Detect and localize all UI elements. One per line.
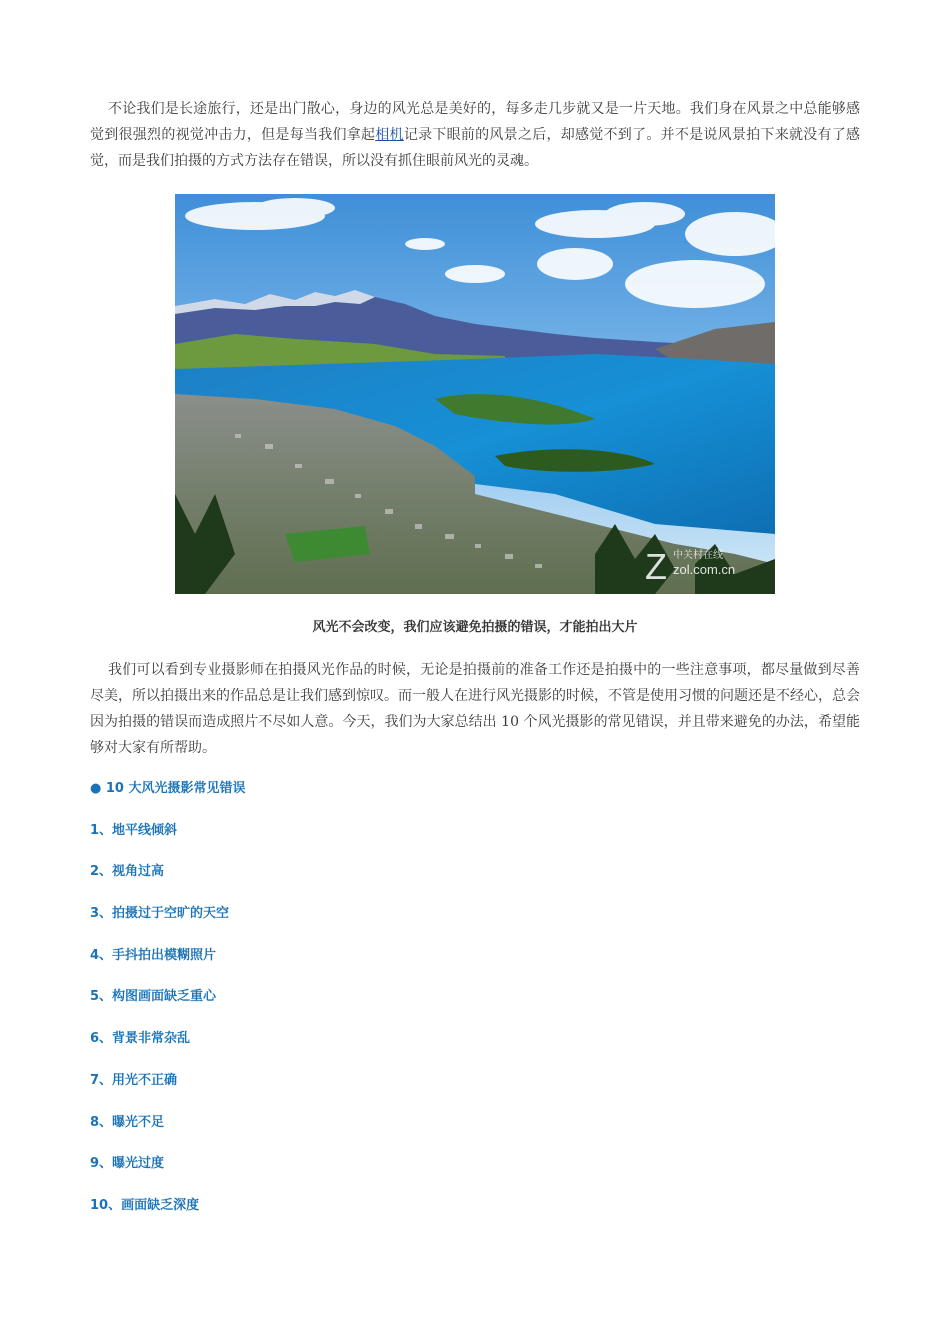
watermark-en: zol.com.cn <box>673 562 736 577</box>
list-item: 2、视角过高 <box>90 864 165 880</box>
article <box>90 96 860 1238</box>
mistakes-list <box>90 779 860 1238</box>
body-paragraph: 我们可以看到专业摄影师在拍摄风光作品的时候，无论是拍摄前的准备工作还是拍摄中的一些注意事项，都尽量做到尽善尽美，所以拍摄出来的作品总是让我们感到惊叹。而一般人在进行风光摄影的时候，不管是使用习惯的问题还是不经心，总会因为拍摄的错误而造成照片不尽如人意。今天，我们为大家总结出 10 个风光摄影的常见错误，并且带来避免的办法，希望能够对大家有所帮助。 <box>90 662 860 756</box>
list-item: 1、地平线倾斜 <box>90 822 178 838</box>
camera-link[interactable]: 相机 <box>375 127 404 143</box>
list-item: 10、画面缺乏深度 <box>90 1197 200 1213</box>
intro-paragraph <box>90 96 860 174</box>
intro-text-start: 不论我们是长途旅行，还是出门散心，身边的风光总是美好的，每多走几步就又是一片天地。我们身在风景之中总能够感觉到很强烈的视觉冲击力，但是每当我们拿起 <box>90 101 860 143</box>
list-item: 4、手抖拍出模糊照片 <box>90 947 217 963</box>
list-item: 9、曝光过度 <box>90 1156 165 1172</box>
intro-text-end: 记录下眼前的风景之后，却感觉不到了。并不是说风景拍下来就没有了感觉，而是我们拍摄的方式方法存在错误，所以没有抓住眼前风光的灵魂。 <box>90 127 861 169</box>
list-item: 5、构图画面缺乏重心 <box>90 989 217 1005</box>
list-item: 3、拍摄过于空旷的天空 <box>90 906 230 922</box>
watermark-letter: Z <box>645 546 667 587</box>
landscape-photo <box>175 194 775 594</box>
list-title: ● 10 大风光摄影常见错误 <box>90 781 246 796</box>
list-item: 7、用光不正确 <box>90 1072 178 1088</box>
list-item: 8、曝光不足 <box>90 1114 165 1130</box>
figure-caption: 风光不会改变，我们应该避免拍摄的错误，才能拍出大片 <box>312 620 638 635</box>
list-item: 6、背景非常杂乱 <box>90 1031 191 1047</box>
watermark-cn: 中关村在线 <box>673 550 723 561</box>
